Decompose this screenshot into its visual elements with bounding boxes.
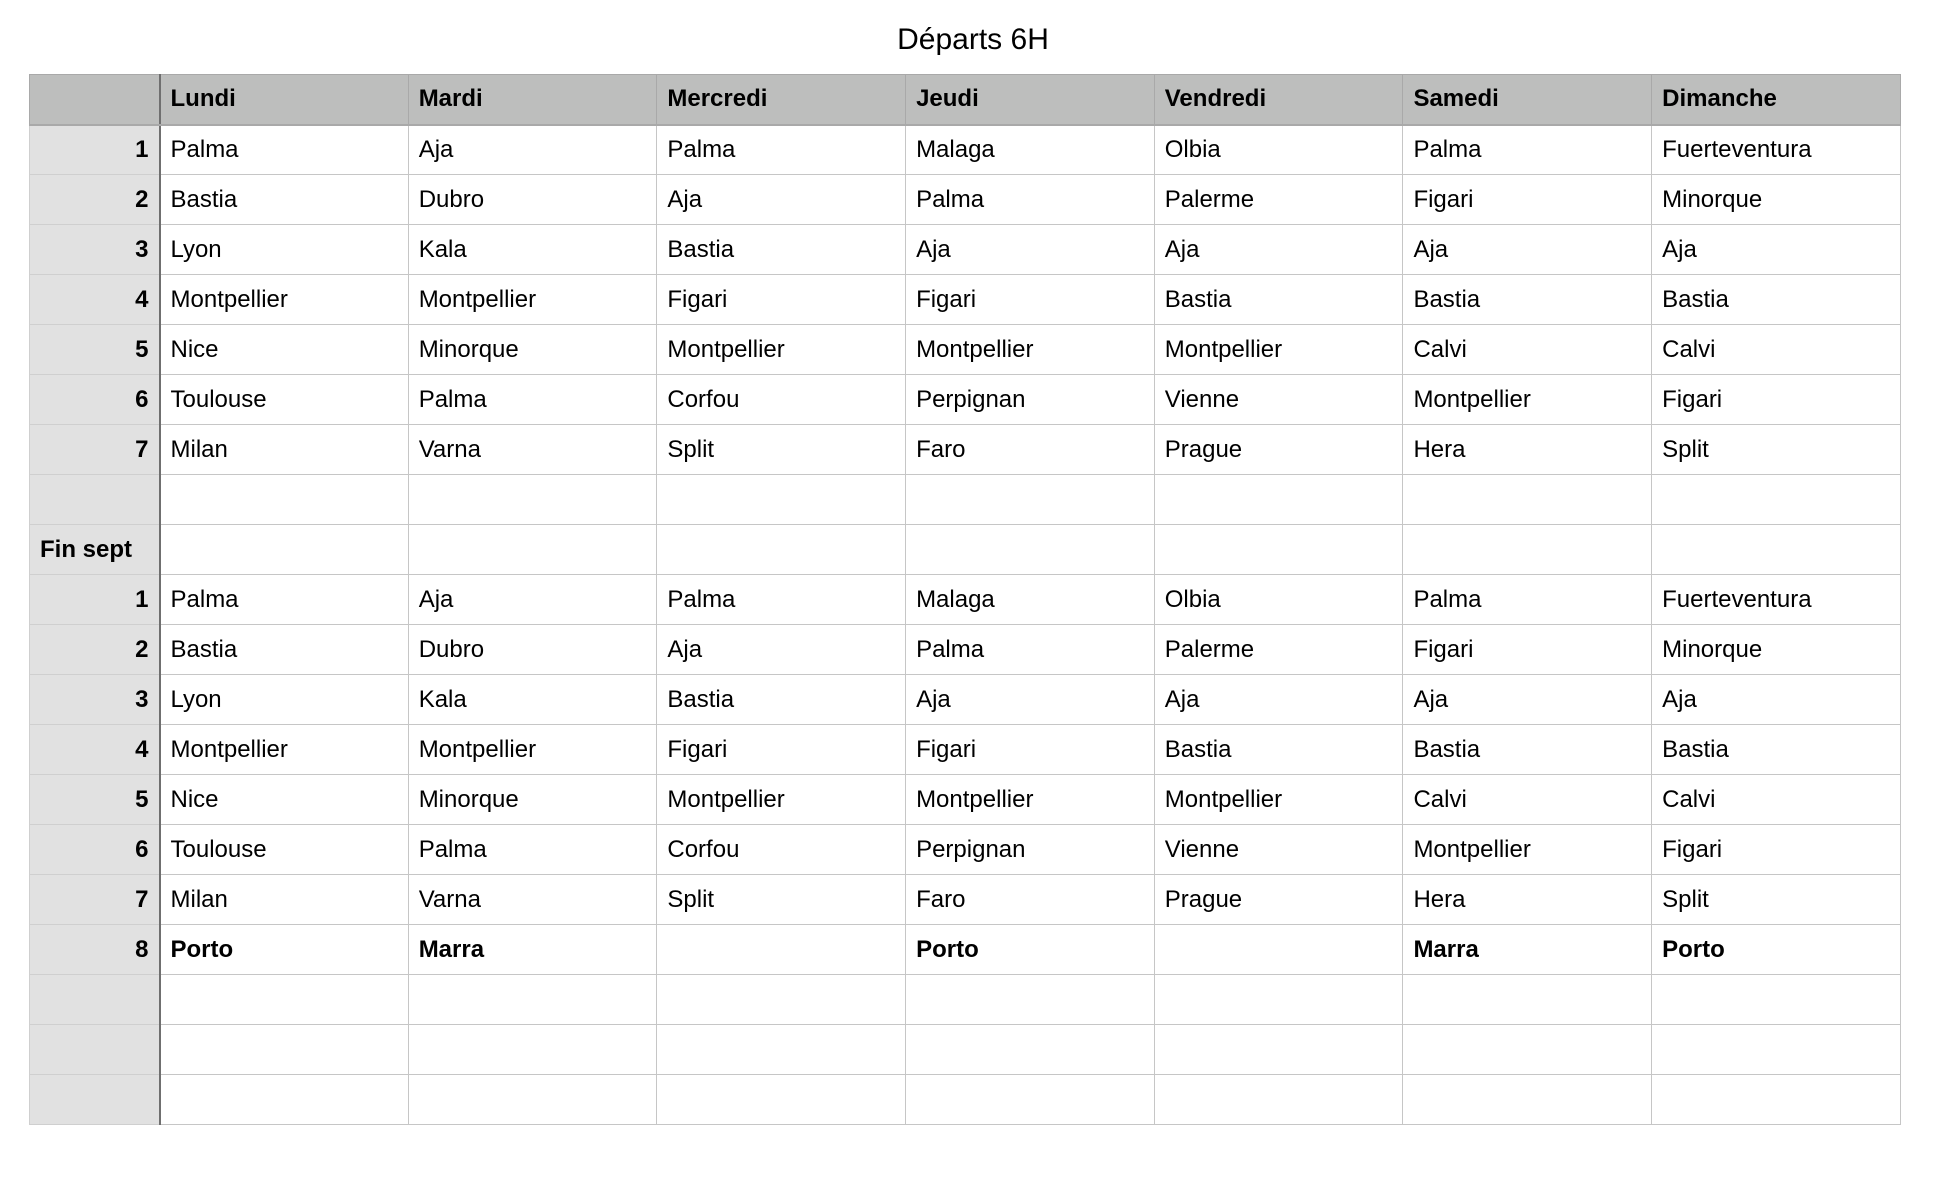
table-cell[interactable]: Aja (1403, 225, 1652, 275)
table-cell[interactable]: Palma (408, 375, 657, 425)
column-header-dimanche[interactable]: Dimanche (1652, 75, 1901, 125)
table-cell[interactable]: Calvi (1652, 775, 1901, 825)
table-cell[interactable] (657, 475, 906, 525)
table-cell[interactable]: Montpellier (160, 725, 409, 775)
table-row (30, 1075, 1901, 1125)
row-header-cell[interactable] (30, 1025, 160, 1075)
table-cell[interactable] (1403, 475, 1652, 525)
row-header-cell[interactable]: 3 (30, 225, 160, 275)
table-cell[interactable]: Split (1652, 875, 1901, 925)
table-cell[interactable]: Palma (657, 125, 906, 175)
table-cell[interactable] (906, 975, 1155, 1025)
table-cell[interactable] (1154, 525, 1403, 575)
table-cell[interactable]: Aja (906, 225, 1155, 275)
table-cell[interactable]: Bastia (1154, 275, 1403, 325)
table-cell[interactable]: Bastia (657, 225, 906, 275)
table-cell[interactable] (408, 1075, 657, 1125)
departures-table (29, 74, 1901, 1125)
table-row (30, 925, 1901, 975)
table-cell[interactable] (1154, 925, 1403, 975)
table-cell[interactable]: Porto (906, 925, 1155, 975)
table-cell[interactable] (1154, 1075, 1403, 1125)
table-cell[interactable]: Calvi (1652, 325, 1901, 375)
table-row (30, 225, 1901, 275)
row-header-cell[interactable]: 4 (30, 725, 160, 775)
row-header-cell[interactable]: 4 (30, 275, 160, 325)
table-row (30, 675, 1901, 725)
table-cell[interactable]: Aja (657, 625, 906, 675)
table-row (30, 575, 1901, 625)
table-row (30, 525, 1901, 575)
table-cell[interactable]: Aja (408, 125, 657, 175)
table-cell[interactable]: Montpellier (160, 275, 409, 325)
table-cell[interactable]: Aja (1403, 675, 1652, 725)
table-cell[interactable]: Bastia (1154, 725, 1403, 775)
table-cell[interactable]: Bastia (1403, 725, 1652, 775)
table-row (30, 425, 1901, 475)
row-header-cell[interactable]: 6 (30, 825, 160, 875)
table-cell[interactable]: Figari (906, 725, 1155, 775)
table-row (30, 625, 1901, 675)
table-cell[interactable] (160, 525, 409, 575)
table-cell[interactable] (657, 1075, 906, 1125)
table-cell[interactable]: Palma (1403, 575, 1652, 625)
table-cell[interactable]: Palma (657, 575, 906, 625)
table-cell[interactable]: Minorque (408, 325, 657, 375)
column-header-samedi[interactable]: Samedi (1403, 75, 1652, 125)
table-cell[interactable]: Perpignan (906, 825, 1155, 875)
table-cell[interactable]: Montpellier (906, 775, 1155, 825)
table-cell[interactable]: Figari (1403, 175, 1652, 225)
table-cell[interactable]: Palma (1403, 125, 1652, 175)
table-cell[interactable] (160, 975, 409, 1025)
row-header-cell[interactable]: 5 (30, 325, 160, 375)
row-header-cell[interactable] (30, 475, 160, 525)
row-header-cell[interactable]: 7 (30, 875, 160, 925)
table-cell[interactable]: Figari (1652, 825, 1901, 875)
table-cell[interactable]: Bastia (657, 675, 906, 725)
table-cell[interactable]: Prague (1154, 875, 1403, 925)
table-cell[interactable]: Figari (906, 275, 1155, 325)
table-cell[interactable] (657, 525, 906, 575)
row-header-cell[interactable] (30, 1075, 160, 1125)
row-header-cell[interactable]: 2 (30, 175, 160, 225)
table-cell[interactable]: Montpellier (1154, 775, 1403, 825)
table-cell[interactable]: Montpellier (657, 325, 906, 375)
table-cell[interactable]: Faro (906, 875, 1155, 925)
table-cell[interactable]: Aja (1652, 675, 1901, 725)
table-cell[interactable]: Kala (408, 225, 657, 275)
table-row (30, 1025, 1901, 1075)
row-header-cell[interactable]: 6 (30, 375, 160, 425)
table-cell[interactable] (408, 975, 657, 1025)
table-cell[interactable]: Vienne (1154, 825, 1403, 875)
table-cell[interactable]: Split (1652, 425, 1901, 475)
table-row (30, 875, 1901, 925)
table-cell[interactable]: Corfou (657, 375, 906, 425)
table-cell[interactable] (1403, 975, 1652, 1025)
table-cell[interactable] (408, 1025, 657, 1075)
column-header-vendredi[interactable]: Vendredi (1154, 75, 1403, 125)
header-row (30, 75, 1901, 125)
table-row (30, 175, 1901, 225)
table-cell[interactable] (1403, 525, 1652, 575)
table-row (30, 975, 1901, 1025)
table-cell[interactable]: Kala (408, 675, 657, 725)
table-cell[interactable]: Split (657, 425, 906, 475)
column-header-mardi[interactable]: Mardi (408, 75, 657, 125)
table-cell[interactable] (906, 1025, 1155, 1075)
table-cell[interactable]: Calvi (1403, 325, 1652, 375)
table-cell[interactable]: Figari (1403, 625, 1652, 675)
table-cell[interactable] (906, 525, 1155, 575)
table-row (30, 325, 1901, 375)
table-cell[interactable]: Minorque (408, 775, 657, 825)
row-header-cell[interactable]: 2 (30, 625, 160, 675)
table-row (30, 125, 1901, 175)
table-cell[interactable]: Montpellier (1403, 825, 1652, 875)
table-row (30, 775, 1901, 825)
table-cell[interactable]: Lyon (160, 675, 409, 725)
table-cell[interactable]: Minorque (1652, 625, 1901, 675)
table-cell[interactable]: Montpellier (408, 725, 657, 775)
row-header-cell[interactable]: 8 (30, 925, 160, 975)
table-cell[interactable]: Malaga (906, 125, 1155, 175)
table-row (30, 475, 1901, 525)
table-cell[interactable]: Corfou (657, 825, 906, 875)
row-header-cell[interactable] (30, 975, 160, 1025)
table-cell[interactable] (657, 925, 906, 975)
table-cell[interactable]: Calvi (1403, 775, 1652, 825)
table-cell[interactable]: Lyon (160, 225, 409, 275)
table-cell[interactable]: Bastia (1403, 275, 1652, 325)
table-cell[interactable]: Hera (1403, 425, 1652, 475)
table-cell[interactable]: Hera (1403, 875, 1652, 925)
table-cell[interactable]: Figari (657, 725, 906, 775)
table-cell[interactable]: Toulouse (160, 825, 409, 875)
table-cell[interactable]: Montpellier (1403, 375, 1652, 425)
table-cell[interactable]: Aja (906, 675, 1155, 725)
table-cell[interactable]: Figari (1652, 375, 1901, 425)
table-cell[interactable]: Palma (906, 625, 1155, 675)
table-cell[interactable]: Bastia (1652, 275, 1901, 325)
column-header-lundi[interactable]: Lundi (160, 75, 409, 125)
table-cell[interactable]: Milan (160, 875, 409, 925)
table-cell[interactable] (160, 1075, 409, 1125)
table-cell[interactable] (657, 975, 906, 1025)
table-cell[interactable] (160, 475, 409, 525)
table-cell[interactable]: Toulouse (160, 375, 409, 425)
row-header-cell[interactable]: 5 (30, 775, 160, 825)
column-header-jeudi[interactable]: Jeudi (906, 75, 1155, 125)
table-cell[interactable]: Montpellier (1154, 325, 1403, 375)
table-cell[interactable]: Montpellier (657, 775, 906, 825)
table-cell[interactable] (1652, 975, 1901, 1025)
table-cell[interactable] (1154, 475, 1403, 525)
table-cell[interactable]: Olbia (1154, 125, 1403, 175)
row-header-cell[interactable]: 1 (30, 575, 160, 625)
table-cell[interactable]: Porto (1652, 925, 1901, 975)
table-cell[interactable]: Varna (408, 425, 657, 475)
table-cell[interactable]: Montpellier (906, 325, 1155, 375)
table-cell[interactable]: Bastia (1652, 725, 1901, 775)
table-row (30, 825, 1901, 875)
table-cell[interactable]: Vienne (1154, 375, 1403, 425)
table-cell[interactable] (1652, 525, 1901, 575)
row-header-cell[interactable]: 3 (30, 675, 160, 725)
row-header-cell[interactable]: Fin sept (30, 525, 160, 575)
table-cell[interactable]: Montpellier (408, 275, 657, 325)
table-cell[interactable]: Fuerteventura (1652, 575, 1901, 625)
table-cell[interactable]: Split (657, 875, 906, 925)
table-cell[interactable]: Palma (160, 125, 409, 175)
table-cell[interactable]: Aja (657, 175, 906, 225)
table-cell[interactable]: Aja (1652, 225, 1901, 275)
sheet-title: Départs 6H (897, 23, 1049, 56)
table-cell[interactable]: Milan (160, 425, 409, 475)
table-row (30, 725, 1901, 775)
table-cell[interactable]: Palma (160, 575, 409, 625)
table-cell[interactable]: Marra (408, 925, 657, 975)
table-cell[interactable] (1652, 1075, 1901, 1125)
table-cell[interactable]: Malaga (906, 575, 1155, 625)
table-cell[interactable]: Perpignan (906, 375, 1155, 425)
table-cell[interactable] (1154, 975, 1403, 1025)
table-cell[interactable]: Nice (160, 775, 409, 825)
table-cell[interactable]: Aja (1154, 675, 1403, 725)
column-header-mercredi[interactable]: Mercredi (657, 75, 906, 125)
table-cell[interactable]: Minorque (1652, 175, 1901, 225)
row-header-cell[interactable]: 1 (30, 125, 160, 175)
table-cell[interactable] (1403, 1075, 1652, 1125)
table-cell[interactable]: Aja (1154, 225, 1403, 275)
table-row (30, 275, 1901, 325)
table-cell[interactable]: Prague (1154, 425, 1403, 475)
row-header-cell[interactable]: 7 (30, 425, 160, 475)
table-cell[interactable]: Fuerteventura (1652, 125, 1901, 175)
table-cell[interactable]: Palma (906, 175, 1155, 225)
table-cell[interactable]: Varna (408, 875, 657, 925)
table-cell[interactable]: Dubro (408, 175, 657, 225)
table-cell[interactable] (408, 475, 657, 525)
table-cell[interactable]: Palerme (1154, 175, 1403, 225)
table-row (30, 375, 1901, 425)
table-cell[interactable] (906, 1075, 1155, 1125)
table-cell[interactable]: Dubro (408, 625, 657, 675)
table-cell[interactable] (1652, 1025, 1901, 1075)
table-cell[interactable] (160, 1025, 409, 1075)
table-cell[interactable]: Figari (657, 275, 906, 325)
table-cell[interactable]: Marra (1403, 925, 1652, 975)
table-cell[interactable] (1652, 475, 1901, 525)
corner-cell[interactable] (30, 75, 160, 125)
table-cell[interactable]: Nice (160, 325, 409, 375)
table-cell[interactable]: Palerme (1154, 625, 1403, 675)
table-cell[interactable] (657, 1025, 906, 1075)
table-cell[interactable]: Bastia (160, 175, 409, 225)
table-cell[interactable]: Olbia (1154, 575, 1403, 625)
table-cell[interactable] (1154, 1025, 1403, 1075)
table-cell[interactable] (906, 475, 1155, 525)
table-cell[interactable]: Bastia (160, 625, 409, 675)
table-cell[interactable] (1403, 1025, 1652, 1075)
table-cell[interactable] (408, 525, 657, 575)
table-cell[interactable]: Porto (160, 925, 409, 975)
table-cell[interactable]: Aja (408, 575, 657, 625)
table-cell[interactable]: Faro (906, 425, 1155, 475)
table-cell[interactable]: Palma (408, 825, 657, 875)
